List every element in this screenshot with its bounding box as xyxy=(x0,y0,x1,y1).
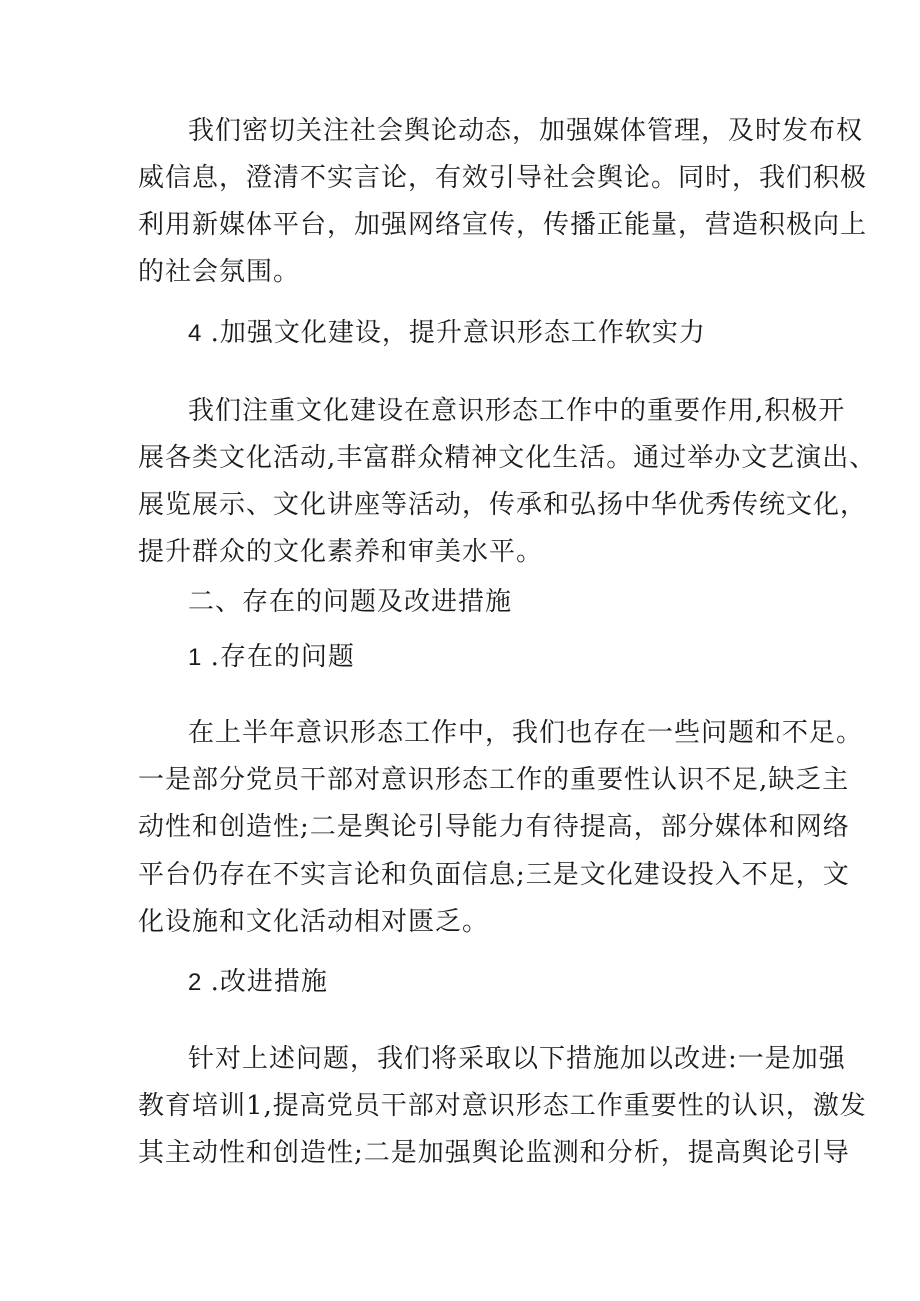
subheading-text: .存在的问题 xyxy=(210,642,355,672)
subheading-improvements xyxy=(188,964,328,1001)
subheading-number: 1 xyxy=(188,644,202,671)
paragraph-line: 提升群众的文化素养和审美水平。 xyxy=(138,537,544,567)
paragraph-line: 平台仍存在不实言论和负面信息;三是文化建设投入不足，文 xyxy=(138,860,850,890)
paragraph-line: 利用新媒体平台，加强网络宣传，传播正能量，营造积极向上 xyxy=(138,210,868,240)
paragraph-line: 展各类文化活动,丰富群众精神文化生活。通过举办文艺演出、 xyxy=(138,443,877,473)
paragraph-line: 化设施和文化活动相对匮乏。 xyxy=(138,907,490,937)
paragraph-line: 的社会氛围。 xyxy=(138,257,301,287)
paragraph-line: 我们注重文化建设在意识形态工作中的重要作用,积极开 xyxy=(188,396,846,426)
subheading-text: .加强文化建设，提升意识形态工作软实力 xyxy=(210,318,706,348)
paragraph-line: 其主动性和创造性;二是加强舆论监测和分析，提高舆论引导 xyxy=(138,1138,850,1168)
subheading-number: 4 xyxy=(188,320,202,347)
paragraph-line: 我们密切关注社会舆论动态，加强媒体管理，及时发布权 xyxy=(188,116,864,146)
paragraph-line: 针对上述问题，我们将采取以下措施加以改进:一是加强 xyxy=(188,1044,846,1074)
section-heading-problems: 二、存在的问题及改进措施 xyxy=(188,587,513,617)
paragraph-line: 在上半年意识形态工作中，我们也存在一些问题和不足。 xyxy=(188,718,864,748)
subheading-number: 2 xyxy=(188,969,202,996)
subheading-culture xyxy=(188,315,706,352)
subheading-problems xyxy=(188,639,355,676)
paragraph-line: 一是部分党员干部对意识形态工作的重要性认识不足,缺乏主 xyxy=(138,765,850,795)
paragraph-line: 教育培训1,提高党员干部对意识形态工作重要性的认识，激发 xyxy=(138,1091,867,1121)
subheading-text: .改进措施 xyxy=(210,967,328,997)
paragraph-line: 威信息，澄清不实言论，有效引导社会舆论。同时，我们积极 xyxy=(138,163,868,193)
paragraph-line: 动性和创造性;二是舆论引导能力有待提高，部分媒体和网络 xyxy=(138,812,850,842)
paragraph-line: 展览展示、文化讲座等活动，传承和弘扬中华优秀传统文化， xyxy=(138,490,868,520)
